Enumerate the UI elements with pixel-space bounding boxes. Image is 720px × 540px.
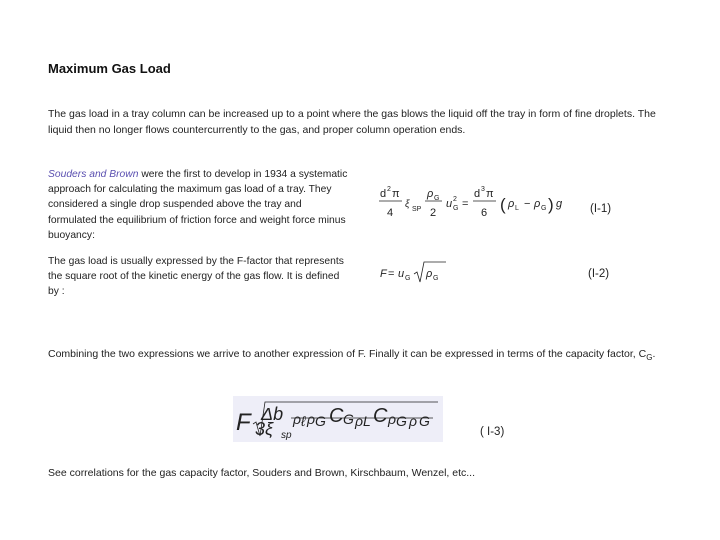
capacity-factor-subscript: G bbox=[646, 353, 653, 363]
svg-text:G: G bbox=[405, 275, 411, 282]
svg-text:ρ: ρ bbox=[508, 198, 515, 210]
svg-text:L: L bbox=[363, 413, 371, 429]
svg-text:ξ: ξ bbox=[405, 199, 410, 210]
svg-text:ρ: ρ bbox=[388, 411, 397, 427]
svg-text:ρ: ρ bbox=[534, 198, 541, 210]
combine-paragraph bbox=[48, 346, 668, 366]
svg-text:L: L bbox=[515, 205, 519, 212]
svg-text:G: G bbox=[434, 195, 440, 202]
svg-text:G: G bbox=[343, 411, 354, 427]
svg-text:ρ: ρ bbox=[427, 188, 434, 200]
souders-brown-paragraph bbox=[48, 167, 353, 243]
svg-text:F: F bbox=[236, 409, 251, 436]
svg-text:ℓ: ℓ bbox=[301, 413, 306, 429]
svg-text:2: 2 bbox=[453, 196, 457, 203]
equation-i-1 bbox=[376, 180, 576, 230]
intro-paragraph: The gas load in a tray column can be increased up to a point where the gas blows the liquid off the tray in form of fine droplets. The liquid then no longer flows countercurrently to the gas, and proper column operation ends. bbox=[48, 108, 656, 136]
svg-text:u: u bbox=[446, 198, 453, 210]
svg-text:ρ: ρ bbox=[293, 411, 302, 427]
equation-label-i-1: (I-1) bbox=[590, 203, 612, 215]
page-title: Maximum Gas Load bbox=[48, 61, 171, 76]
svg-text:2: 2 bbox=[430, 207, 437, 219]
svg-text:d: d bbox=[380, 188, 387, 200]
equation-label-i-2: (I-2) bbox=[588, 268, 610, 280]
equation-i-3 bbox=[233, 396, 443, 442]
svg-text:C: C bbox=[373, 405, 388, 427]
svg-text:u: u bbox=[398, 268, 405, 280]
svg-text:π: π bbox=[486, 188, 494, 200]
equation-i-2 bbox=[378, 256, 478, 286]
svg-text:(: ( bbox=[500, 195, 506, 214]
svg-text:ρ: ρ bbox=[355, 413, 364, 429]
souders-brown-text: were the first to develop in 1934 a systematic approach for calculating the maximum gas load of a tray. They considered a single drop suspended above the tray and formulated the equilibrium of friction force and weight force minus buoyancy: bbox=[48, 169, 348, 241]
svg-text:Δb: Δb bbox=[261, 404, 284, 424]
svg-text:ρ: ρ bbox=[426, 268, 433, 280]
svg-text:g: g bbox=[556, 198, 563, 210]
svg-text:): ) bbox=[548, 195, 554, 214]
svg-text:SP: SP bbox=[412, 206, 422, 213]
svg-text:d: d bbox=[474, 188, 481, 200]
f-factor-paragraph: The gas load is usually expressed by the F-factor that represents the square root of the kinetic energy of the gas flow. It is defined by : bbox=[48, 256, 344, 298]
svg-text:π: π bbox=[392, 188, 400, 200]
svg-text:4: 4 bbox=[387, 207, 394, 219]
combine-end: . bbox=[652, 348, 656, 360]
svg-text:G: G bbox=[396, 413, 407, 429]
svg-text:−: − bbox=[524, 198, 531, 210]
svg-text:G: G bbox=[419, 413, 430, 429]
svg-text:G: G bbox=[433, 275, 439, 282]
combine-text: Combining the two expressions we arrive to another expression of F. Finally it can be expressed in terms of the capacity factor, C bbox=[48, 348, 647, 360]
see-also-text: See correlations for the gas capacity factor, Souders and Brown, Kirschbaum, Wenzel, etc... bbox=[48, 467, 476, 479]
svg-text:3ξ: 3ξ bbox=[255, 419, 274, 439]
svg-text:ρ: ρ bbox=[307, 411, 316, 427]
svg-text:=: = bbox=[388, 268, 395, 280]
svg-text:sp: sp bbox=[281, 430, 292, 441]
svg-text:ρ: ρ bbox=[409, 413, 418, 429]
svg-text:G: G bbox=[453, 205, 459, 212]
svg-text:G: G bbox=[315, 413, 326, 429]
svg-text:2: 2 bbox=[387, 186, 391, 193]
souders-brown-link[interactable]: Souders and Brown bbox=[48, 169, 139, 180]
svg-text:6: 6 bbox=[481, 207, 488, 219]
svg-text:G: G bbox=[541, 205, 547, 212]
svg-text:3: 3 bbox=[481, 186, 485, 193]
svg-text:=: = bbox=[462, 198, 469, 210]
equation-label-i-3: ( I-3) bbox=[480, 426, 505, 438]
svg-text:F: F bbox=[380, 268, 387, 280]
svg-text:C: C bbox=[329, 405, 344, 427]
